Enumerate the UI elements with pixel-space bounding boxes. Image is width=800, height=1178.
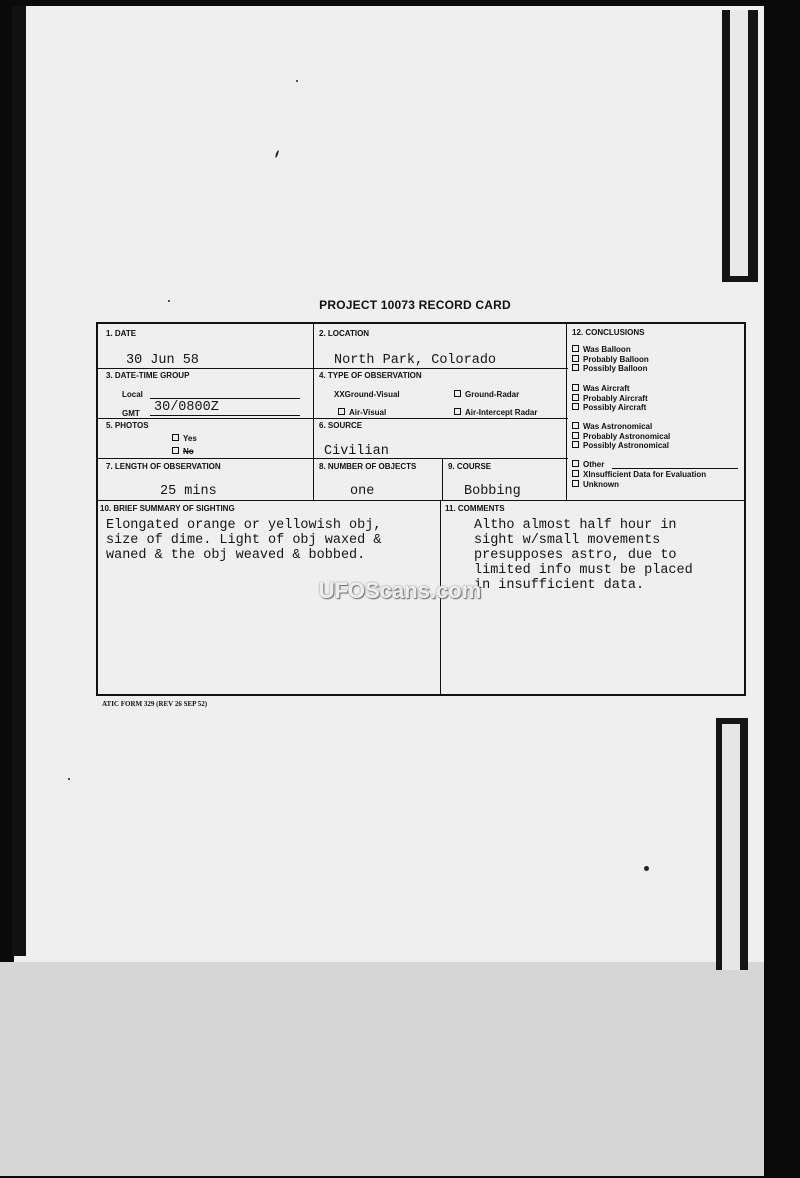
background-surface bbox=[0, 962, 792, 1176]
type-ground-visual: XXGround-Visual bbox=[334, 390, 400, 399]
source-label: 6. SOURCE bbox=[319, 421, 363, 430]
type-label: 4. TYPE OF OBSERVATION bbox=[319, 371, 422, 380]
record-card bbox=[96, 322, 746, 696]
photos-label: 5. PHOTOS bbox=[106, 421, 149, 430]
number-value: one bbox=[350, 484, 375, 499]
watermark: UFOScans.com bbox=[318, 578, 482, 603]
film-strip-bottom bbox=[716, 718, 748, 970]
gmt-value: 30/0800Z bbox=[154, 400, 219, 415]
conclusions-insufficient: XInsufficient Data for Evaluation Unknown bbox=[572, 470, 706, 489]
card-title: PROJECT 10073 RECORD CARD bbox=[319, 298, 511, 312]
local-label: Local bbox=[122, 390, 143, 399]
location-value: North Park, Colorado bbox=[334, 353, 497, 368]
right-shadow-edge bbox=[764, 0, 800, 1178]
date-value: 30 Jun 58 bbox=[126, 353, 199, 368]
conclusions-balloon: Was Balloon Probably Balloon Possibly Balloon bbox=[572, 345, 649, 374]
date-label: 1. DATE bbox=[106, 329, 137, 338]
location-label: 2. LOCATION bbox=[319, 329, 370, 338]
type-ground-radar: Ground-Radar bbox=[454, 390, 519, 399]
photos-yes: Yes bbox=[172, 434, 197, 443]
comments-text: Altho almost half hour in sight w/small movements presupposes astro, due to limited info must be placed in insufficient data. bbox=[474, 518, 693, 593]
source-value: Civilian bbox=[324, 444, 389, 459]
number-label: 8. NUMBER OF OBJECTS bbox=[319, 462, 417, 471]
photos-no: No bbox=[172, 447, 194, 456]
dtg-label: 3. DATE-TIME GROUP bbox=[106, 371, 190, 380]
film-strip-top bbox=[722, 10, 758, 282]
conclusions-astronomical: Was Astronomical Probably Astronomical Possibly Astronomical bbox=[572, 422, 670, 451]
length-value: 25 mins bbox=[160, 484, 217, 499]
left-shadow-edge bbox=[12, 6, 26, 956]
summary-text: Elongated orange or yellowish obj, size of dime. Light of obj waxed & waned & the obj weaved & bobbed. bbox=[106, 518, 382, 563]
length-label: 7. LENGTH OF OBSERVATION bbox=[106, 462, 221, 471]
comments-label: 11. COMMENTS bbox=[445, 504, 505, 513]
summary-label: 10. BRIEF SUMMARY OF SIGHTING bbox=[100, 504, 235, 513]
form-number: ATIC FORM 329 (REV 26 SEP 52) bbox=[102, 700, 208, 708]
gmt-label: GMT bbox=[122, 409, 140, 418]
type-air-intercept: Air-Intercept Radar bbox=[454, 408, 537, 417]
type-air-visual: Air-Visual bbox=[338, 408, 386, 417]
course-label: 9. COURSE bbox=[448, 462, 492, 471]
conclusions-aircraft: Was Aircraft Probably Aircraft Possibly Aircraft bbox=[572, 384, 648, 413]
conclusions-other: Other bbox=[572, 460, 604, 470]
course-value: Bobbing bbox=[464, 484, 521, 499]
conclusions-label: 12. CONCLUSIONS bbox=[572, 328, 645, 337]
